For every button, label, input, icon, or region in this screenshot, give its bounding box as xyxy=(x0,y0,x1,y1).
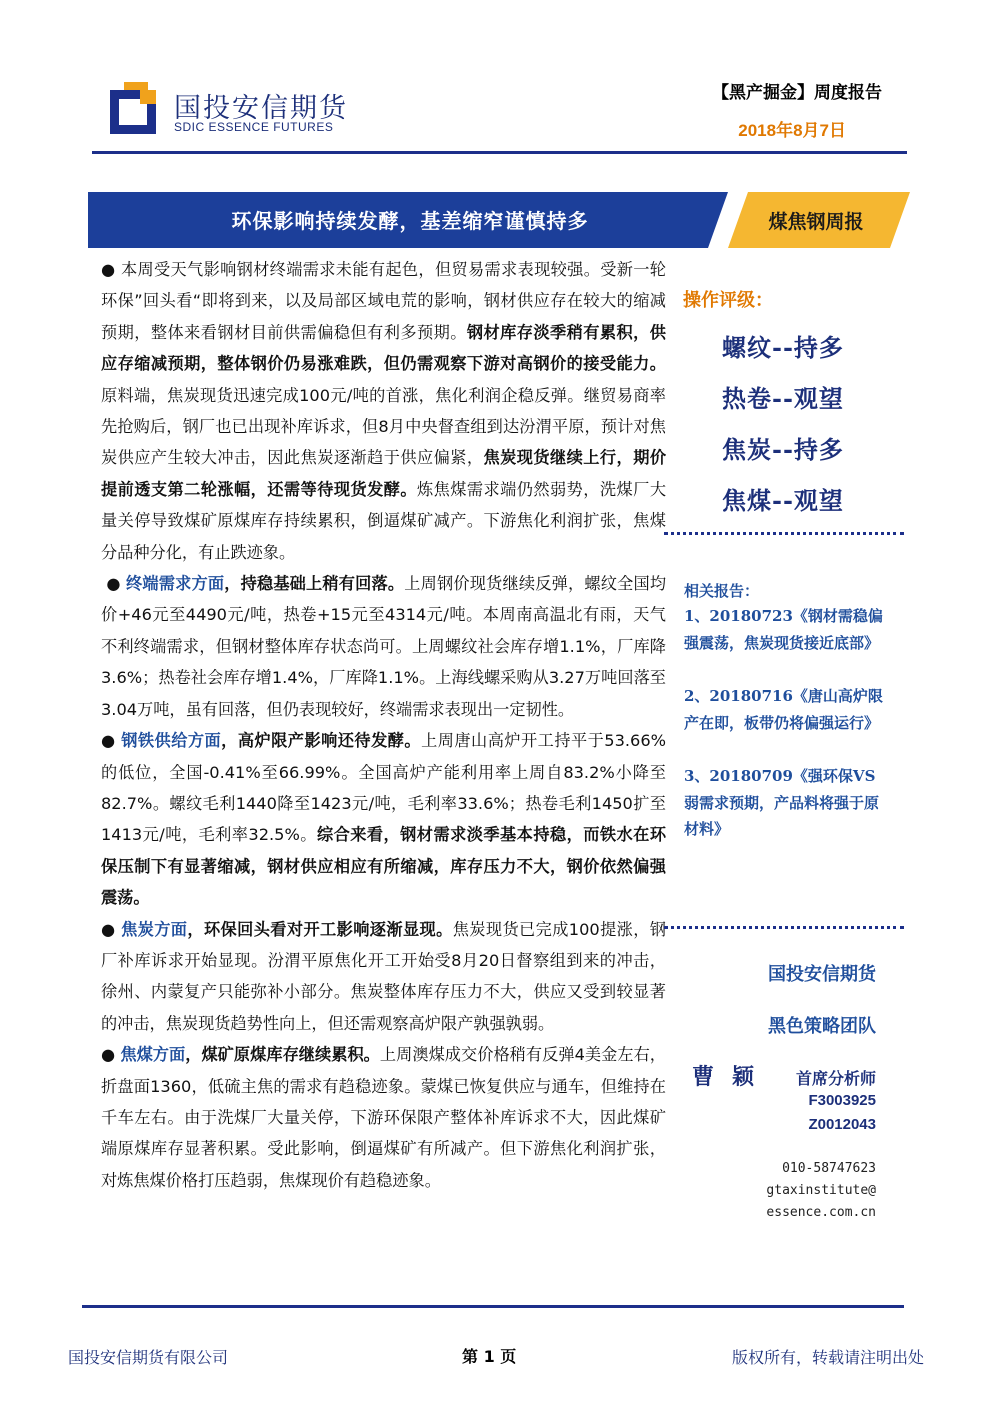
report-series-title: 【黑产掘金】周度报告 xyxy=(712,83,882,103)
footer-company: 国投安信期货有限公司 xyxy=(68,1348,229,1367)
summary-text-3: 炼焦煤需求端仍然弱势，洗煤厂大量关停导致煤矿原煤库存持续累积，倒逼煤矿减产。下游焦化利润扩张，焦煤分品种分化，有止跌迹象。 xyxy=(101,479,667,562)
demand-bold: ，持稳基础上稍有回落。 xyxy=(224,574,405,594)
logo-chinese-name: 国投安信期货 xyxy=(174,93,348,124)
supply-bold: ，高炉限产影响还待发酵。 xyxy=(221,731,422,751)
company-logo xyxy=(110,82,170,134)
analyst-email-line-1[interactable]: gtaxinstitute@ xyxy=(766,1183,876,1198)
rating-label: 操作评级： xyxy=(683,290,773,311)
page-number: 第 1 页 xyxy=(462,1347,517,1366)
rating-coke: 焦炭--持多 xyxy=(722,435,844,464)
coke-heading: 焦炭方面 xyxy=(121,919,188,939)
analyst-email-line-2[interactable]: essence.com.cn xyxy=(766,1205,876,1220)
demand-text: 上周钢价现货继续反弹，螺纹全国均价+46元至4490元/吨，热卷+15元至4314元/吨。本周南高温北有雨，天气不利终端需求，但钢材整体库存状态尚可。上周螺纹社会库存增1.1%，厂库降3.6%；热卷社会库存增1.4%，厂库降1.1%。上海线螺采购从3.27万吨回落至3.04万吨，虽有回落，但仍表现较好，终端需求表现出一定韧性。 xyxy=(101,574,667,719)
summary-bold-2: 焦炭现货继续上行，期价提前透支第二轮涨幅，还需等待现货发酵。 xyxy=(101,448,667,499)
coke-paragraph: ● 焦炭方面，环保回头看对开工影响逐渐显现。焦炭现货已完成100提涨，钢厂补库诉求开始显现。汾渭平原焦化开工开始受8月20日督察组到来的冲击，徐州、内蒙复产只能弥补小部分。焦炭整体库存压力不大，供应又受到较显著的冲击，焦炭现货趋势性向上，但还需观察高炉限产孰强孰弱。 xyxy=(101,919,666,1033)
rating-rebar: 螺纹--持多 xyxy=(722,333,844,362)
report-body xyxy=(101,254,666,1196)
report-date: 2018年8月7日 xyxy=(738,121,846,140)
demand-paragraph: ● 终端需求方面，持稳基础上稍有回落。上周钢价现货继续反弹，螺纹全国均价+46元至4490元/吨，热卷+15元至4314元/吨。本周南高温北有雨，天气不利终端需求，但钢材整体库存状态尚可。上周螺纹社会库存增1.1%，厂库降3.6%；热卷社会库存增1.4%，厂库降1.1%。上海线螺采购从3.27万吨回落至3.04万吨，虽有回落，但仍表现较好，终端需求表现出一定韧性。 xyxy=(101,574,667,719)
footer-divider xyxy=(82,1305,904,1308)
analyst-cert-2: Z0012043 xyxy=(808,1116,876,1133)
analyst-name: 曹颖 xyxy=(692,1065,773,1090)
related-reports-title: 相关报告： xyxy=(684,582,760,600)
coke-bold: ，环保回头看对开工影响逐渐显现。 xyxy=(187,919,453,939)
related-report-link[interactable]: 3、20180709《强环保VS弱需求预期，产品料将强于原材料》 xyxy=(684,767,880,838)
header-divider xyxy=(92,151,907,154)
copyright-notice: 版权所有，转载请注明出处 xyxy=(731,1348,924,1367)
analyst-phone: 010-58747623 xyxy=(782,1161,876,1176)
team-name: 黑色策略团队 xyxy=(768,1016,876,1037)
company-name: 国投安信期货 xyxy=(768,964,876,985)
summary-paragraph xyxy=(101,254,666,568)
supply-conclusion: 综合来看，钢材需求淡季基本持稳，而铁水在环保压制下有显著缩减，钢材供应相应有所缩减，库存压力不大，钢价依然偏强震荡。 xyxy=(101,825,667,908)
coke-text: 焦炭现货已完成100提涨，钢厂补库诉求开始显现。汾渭平原焦化开工开始受8月20日督察组到来的冲击，徐州、内蒙复产只能弥补小部分。焦炭整体库存压力不大，供应又受到较显著的冲击，焦炭现货趋势性向上，但还需观察高炉限产孰强孰弱。 xyxy=(101,919,666,1033)
rating-coking-coal: 焦煤--观望 xyxy=(722,486,844,515)
sidebar-divider xyxy=(664,532,904,535)
summary-bold-1: 钢材库存淡季稍有累积，供应存缩减预期，整体钢价仍易涨难跌，但仍需观察下游对高钢价的接受能力。 xyxy=(101,322,666,374)
supply-text: 上周唐山高炉开工持平于53.66%的低位，全国-0.41%至66.99%。全国高炉产能利用率上周自83.2%小降至82.7%。螺纹毛利1440降至1423元/吨，毛利率33.6%；热卷毛利1450扩至1413元/吨，毛利率32.5%。 xyxy=(101,731,667,845)
supply-heading: 钢铁供给方面 xyxy=(121,731,222,751)
summary-text-2: 原料端，焦炭现货迅速完成100元/吨的首涨，焦化利润企稳反弹。继贸易商率先抢购后，钢厂也已出现补库诉求，但8月中央督查组到达汾渭平原，预计对焦炭供应产生较大冲击，因此焦炭逐渐趋于供应偏紧， xyxy=(101,385,666,468)
supply-paragraph: ● 钢铁供给方面，高炉限产影响还待发酵。上周唐山高炉开工持平于53.66%的低位，全国-0.41%至66.99%。全国高炉产能利用率上周自83.2%小降至82.7%。螺纹毛利1440降至1423元/吨，毛利率33.6%；热卷毛利1450扩至1413元/吨，毛利率32.5%。综合来看，钢材需求淡季基本持稳，而铁水在环保压制下有显著缩减，钢材供应相应有所缩减，库存压力不大，钢价依然偏强震荡。 xyxy=(101,731,667,908)
analyst-title: 首席分析师 xyxy=(795,1069,876,1088)
coking-coal-paragraph: ● 焦煤方面，煤矿原煤库存继续累积。上周澳煤成交价格稍有反弹4美金左右，折盘面1360，低硫主焦的需求有趋稳迹象。蒙煤已恢复供应与通车，但维持在千车左右。由于洗煤厂大量关停，下游环保限产整体补库诉求不大，因此煤矿端原煤库存显著积累。受此影响，倒逼煤矿有所减产。但下游焦化利润扩张，对炼焦煤价格打压趋弱，焦煤现价有趋稳迹象。 xyxy=(101,1045,666,1190)
sidebar-divider xyxy=(664,926,904,929)
summary-text-1: ● 本周受天气影响钢材终端需求未能有起色，但贸易需求表现较强。受新一轮环保”回头看“即将到来，以及局部区域电荒的影响，钢材供应存在较大的缩减预期，整体来看钢材目前供需偏稳但有利多预期。 xyxy=(101,260,666,342)
report-category-tag: 煤焦钢周报 xyxy=(768,211,864,233)
demand-heading: 终端需求方面 xyxy=(125,574,225,594)
logo-english-name: SDIC ESSENCE FUTURES xyxy=(174,120,334,134)
related-report-link[interactable]: 1、20180723《钢材需稳偏强震荡，焦炭现货接近底部》 xyxy=(684,607,883,652)
related-report-link[interactable]: 2、20180716《唐山高炉限产在即，板带仍将偏强运行》 xyxy=(684,687,883,732)
analyst-cert-1: F3003925 xyxy=(808,1092,876,1109)
coking-coal-bold: ，煤矿原煤库存继续累积。 xyxy=(185,1045,380,1065)
coking-coal-text: 上周澳煤成交价格稍有反弹4美金左右，折盘面1360，低硫主焦的需求有趋稳迹象。蒙煤已恢复供应与通车，但维持在千车左右。由于洗煤厂大量关停，下游环保限产整体补库诉求不大，因此煤矿端原煤库存显著积累。受此影响，倒逼煤矿有所减产。但下游焦化利润扩张，对炼焦煤价格打压趋弱，焦煤现价有趋稳迹象。 xyxy=(101,1045,666,1190)
rating-hot-coil: 热卷--观望 xyxy=(722,384,844,413)
coking-coal-heading: 焦煤方面 xyxy=(120,1045,186,1065)
report-headline: 环保影响持续发酵，基差缩窄谨慎持多 xyxy=(231,209,589,233)
